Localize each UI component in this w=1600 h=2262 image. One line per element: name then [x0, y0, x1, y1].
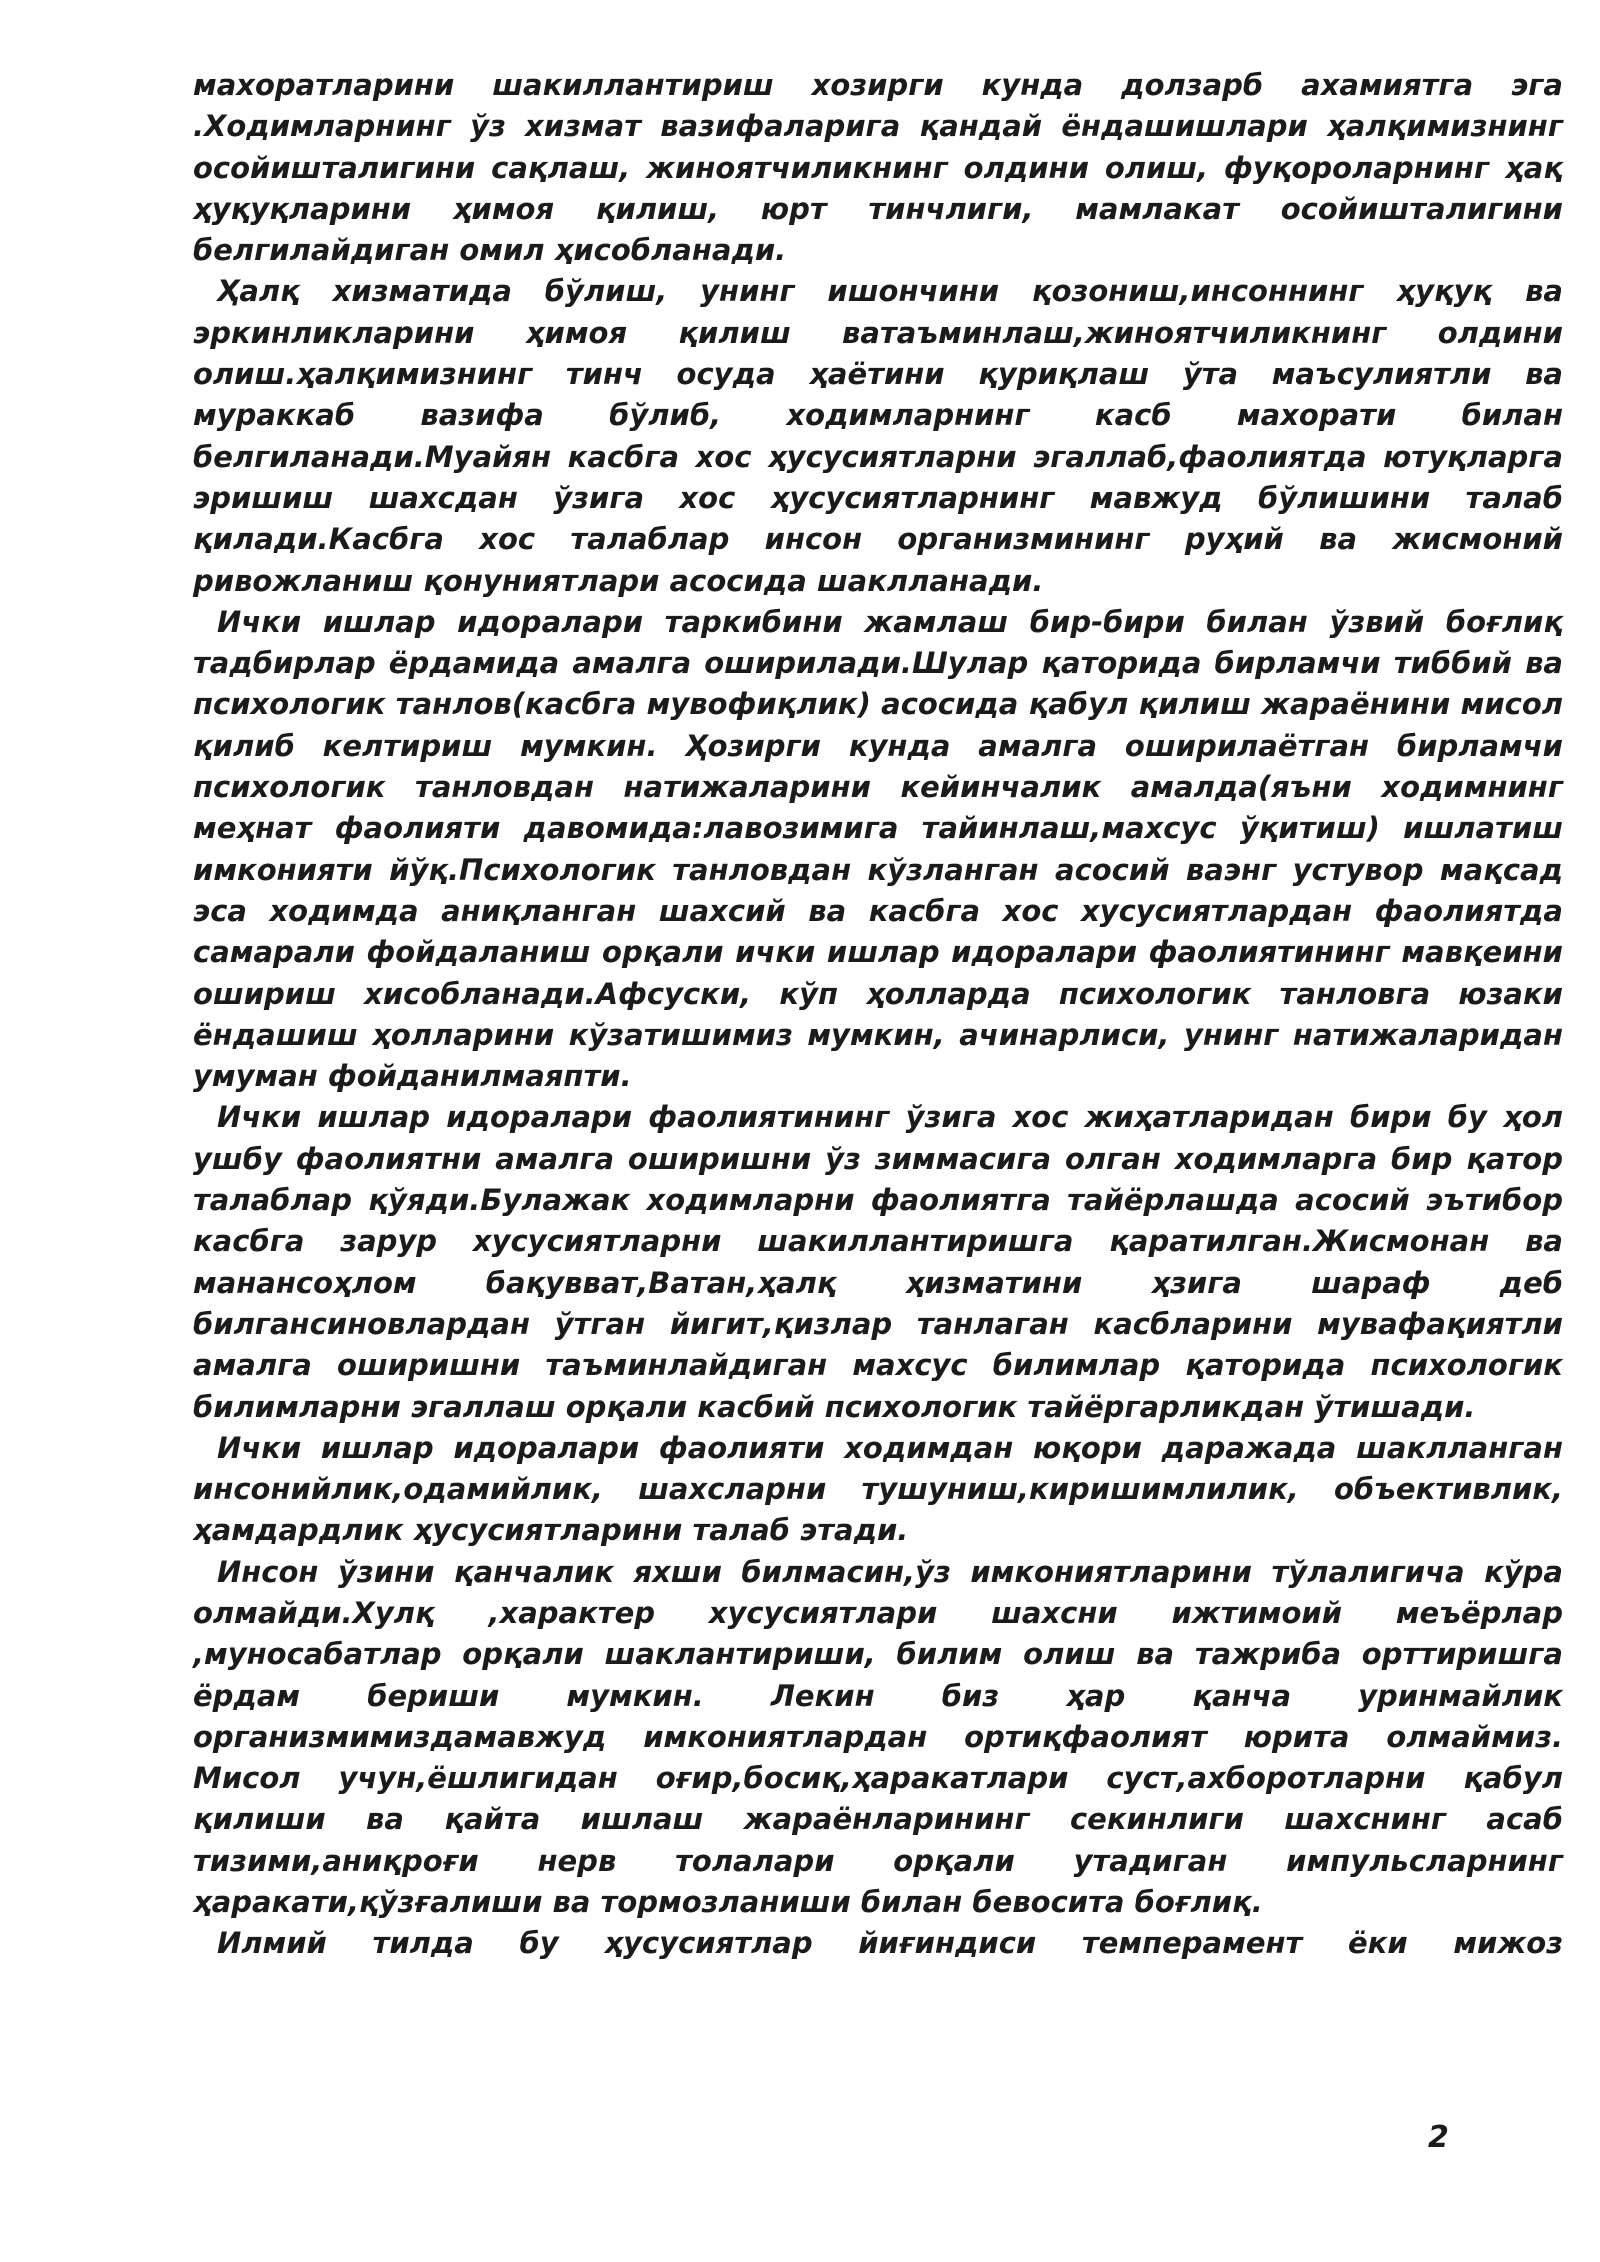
paragraph-4: Ички ишлар идоралари таркибини жамлаш бир-бири билан ўзвий боғлиқ тадбирлар ёрдамида амалга оширилади.Шулар қаторида бирламчи тиббий ва психологик танлов(касбга мувофиқлик) асосида қабул қилиш жараёнини мисол қилиб келтириш мумкин. Ҳозирги кунда амалга оширилаётган бирламчи психологик танловдан натижаларини кейинчалик амалда(яъни ходимнинг меҳнат фаолияти давомида:лавозимига тайинлаш,махсус ўқитиш) ишлатиш имконияти йўқ.Психологик танловдан кўзланган асосий ваэнг устувор мақсад эса ходимда аниқланган шахсий ва касбга хос хусусиятлардан фаолиятда самарали фойдаланиш орқали ички ишлар идоралари фаолиятининг мавқеини ошириш хисобланади.Афсуски, кўп ҳолларда психологик танловга юзаки ёндашиш ҳолларини кўзатишимиз мумкин, ачинарлиси, унинг натижаларидан умуман фойданилмаяпти.	[193, 604, 1563, 1094]
paragraph-1: махоратларини шакиллантириш хозирги кунда долзарб ахамиятга эга	[193, 68, 1563, 102]
document-page	[193, 65, 1563, 1965]
paragraph-3: Ҳалқ хизматида бўлиш, унинг ишончини қозониш,инсоннинг ҳуқуқ ва эркинликларини ҳимоя қилиш ватаъминлаш,жиноятчиликнинг олдини олиш.ҳалқимизнинг тинч осуда ҳаётини қуриқлаш ўта маъсулиятли ва мураккаб вазифа бўлиб, ходимларнинг касб махорати билан белгиланади.Муайян касбга хос ҳусусиятларни эгаллаб,фаолиятда ютуқларга эришиш шахсдан ўзига хос ҳусусиятларнинг мавжуд бўлишини талаб қилади.Касбга хос талаблар инсон организмининг руҳий ва жисмоний ривожланиш қонуниятлари асосида шаклланади.	[193, 274, 1563, 598]
paragraph-2: .Ходимларнинг ўз хизмат вазифаларига қандай ёндашишлари ҳалқимизнинг осойишталигини сақлаш, жиноятчиликнинг олдини олиш, фуқороларнинг ҳақ ҳуқуқларини ҳимоя қилиш, юрт тинчлиги, мамлакат осойишталигини белгилайдиган омил ҳисобланади.	[193, 109, 1563, 268]
paragraph-8: Илмий тилда бу ҳусусиятлар йиғиндиси темперамент ёки мижоз	[217, 1926, 1563, 1961]
paragraph-7: Инсон ўзини қанчалик яхши билмасин,ўз имкониятларини тўлалигича кўра олмайди.Хулқ ,характер хусусиятлари шахсни ижтимоий меъёрлар ,муносабатлар орқали шаклантириши, билим олиш ва тажриба орттиришга ёрдам бериши мумкин. Лекин биз ҳар қанча уринмайлик организмимиздамавжуд имкониятлардан ортиқфаолият юрита олмаймиз. Мисол учун,ёшлигидан оғир,босиқ,ҳаракатлари суст,ахборотларни қабул қилиши ва қайта ишлаш жараёнларининг секинлиги шахснинг асаб тизими,аниқроғи нерв толалари орқали утадиган импульсларнинг ҳаракати,қўзғалиши ва тормозланиши билан бевосита боғлиқ.	[193, 1554, 1563, 1920]
page-number: 2	[1428, 2120, 1449, 2155]
paragraph-6: Ички ишлар идоралари фаолияти ходимдан юқори даражада шаклланган инсонийлик,одамийлик, шахсларни тушуниш,киришимлилик, объективлик, ҳамдардлик ҳусусиятларини талаб этади.	[193, 1430, 1563, 1548]
paragraph-5: Ички ишлар идоралари фаолиятининг ўзига хос жиҳатларидан бири бу ҳол ушбу фаолиятни амалга оширишни ўз зиммасига олган ходимларга бир қатор талаблар қўяди.Булажак ходимларни фаолиятга тайёрлашда асосий эътибор касбга зарур хусусиятларни шакиллантиришга қаратилган.Жисмонан ва манансоҳлом бақувват,Ватан,ҳалқ ҳизматини ҳзига шараф деб билгансиновлардан ўтган йигит,қизлар танлаган касбларини мувафақиятли амалга оширишни таъминлайдиган махсус билимлар қаторида психологик билимларни эгаллаш орқали касбий психологик тайёргарликдан ўтишади.	[193, 1100, 1563, 1424]
